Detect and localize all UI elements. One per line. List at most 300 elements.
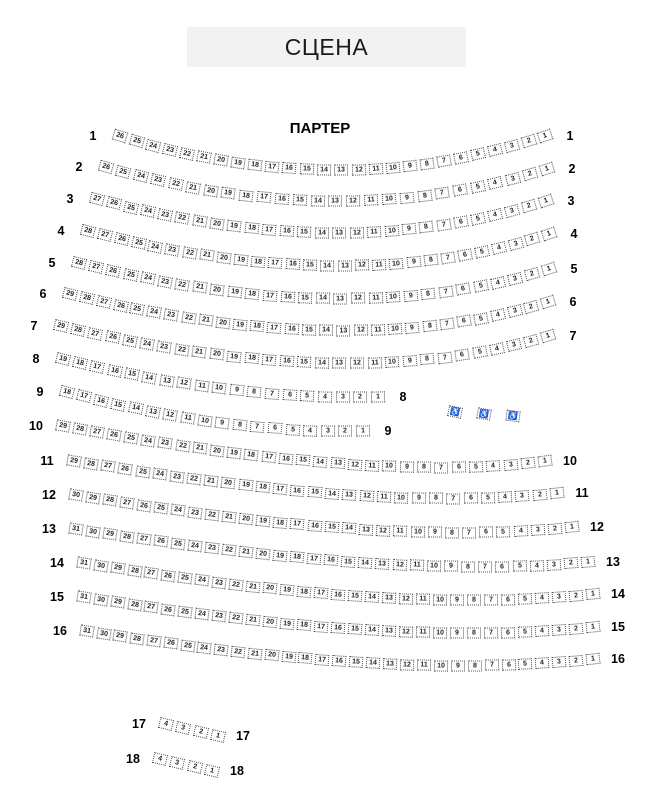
seat[interactable]: 6	[455, 283, 471, 296]
seat[interactable]: 28	[83, 457, 99, 470]
seat[interactable]: 8	[467, 595, 481, 606]
seat[interactable]: 12	[400, 659, 414, 670]
seat[interactable]: 23	[158, 437, 174, 450]
seat[interactable]: 3	[507, 271, 523, 285]
seat[interactable]: 4	[487, 176, 503, 190]
seat[interactable]: 2	[521, 199, 538, 213]
seat[interactable]: 27	[89, 192, 105, 206]
seat[interactable]: 6	[453, 216, 469, 229]
seat[interactable]: 18	[298, 652, 313, 664]
seat[interactable]: 18	[250, 320, 265, 332]
seat[interactable]: 3	[504, 139, 520, 153]
seat[interactable]: 15	[302, 324, 316, 336]
seat[interactable]: 28	[119, 530, 134, 543]
seat[interactable]: 23	[187, 506, 202, 519]
seat[interactable]: 28	[80, 224, 96, 238]
seat[interactable]: 6	[454, 349, 469, 362]
seat[interactable]: 8	[419, 221, 434, 234]
wheelchair-seat[interactable]: ♿	[476, 407, 492, 420]
seat[interactable]: 20	[239, 513, 254, 526]
seat[interactable]: 29	[102, 528, 117, 541]
seat[interactable]: 13	[333, 293, 347, 304]
seat[interactable]: 28	[72, 422, 88, 435]
seat[interactable]: 19	[227, 220, 242, 233]
seat[interactable]: 28	[127, 564, 142, 577]
seat[interactable]: 13	[328, 195, 342, 206]
seat[interactable]: 16	[332, 655, 347, 667]
seat[interactable]: 20	[255, 548, 270, 560]
seat[interactable]: 12	[177, 377, 193, 390]
seat[interactable]: 8	[423, 254, 438, 267]
seat[interactable]: 31	[68, 522, 84, 535]
seat[interactable]: 27	[144, 601, 159, 614]
seat[interactable]: 10	[410, 526, 424, 537]
seat[interactable]: 19	[272, 549, 287, 561]
seat[interactable]: 24	[194, 574, 209, 587]
seat[interactable]: 11	[364, 194, 379, 206]
seat[interactable]: 7	[437, 351, 452, 364]
seat[interactable]: 16	[282, 162, 297, 174]
seat[interactable]: 4	[490, 276, 506, 290]
seat[interactable]: 2	[523, 334, 539, 348]
seat[interactable]: 4	[152, 752, 168, 766]
seat[interactable]: 5	[472, 346, 488, 359]
seat[interactable]: 20	[216, 252, 231, 265]
seat[interactable]: 3	[552, 624, 567, 636]
seat[interactable]: 30	[93, 593, 109, 606]
seat[interactable]: 2	[520, 134, 537, 149]
seat[interactable]: 25	[123, 431, 139, 444]
seat[interactable]: 22	[181, 311, 197, 324]
seat[interactable]: 24	[197, 641, 212, 654]
seat[interactable]: 16	[279, 225, 294, 237]
seat[interactable]: 6	[501, 659, 515, 670]
seat[interactable]: 16	[278, 453, 293, 465]
seat[interactable]: 5	[470, 180, 486, 194]
seat[interactable]: 26	[105, 264, 121, 278]
seat[interactable]: 10	[386, 291, 401, 303]
seat[interactable]: 11	[417, 660, 431, 671]
seat[interactable]: 27	[144, 567, 159, 580]
seat[interactable]: 6	[501, 627, 515, 638]
seat[interactable]: 30	[68, 488, 84, 501]
seat[interactable]: 5	[285, 424, 300, 436]
seat[interactable]: 9	[411, 492, 425, 503]
seat[interactable]: 21	[245, 614, 260, 626]
seat[interactable]: 2	[547, 523, 562, 535]
seat[interactable]: 26	[106, 196, 122, 210]
seat[interactable]: 19	[230, 156, 245, 169]
seat[interactable]: 10	[427, 560, 441, 571]
seat[interactable]: 18	[239, 189, 254, 202]
seat[interactable]: 25	[123, 201, 139, 215]
seat[interactable]: 6	[452, 184, 468, 197]
seat[interactable]: 22	[204, 509, 219, 522]
seat[interactable]: 19	[233, 254, 248, 267]
seat[interactable]: 9	[428, 527, 442, 538]
seat[interactable]: 23	[157, 208, 173, 222]
seat[interactable]: 30	[96, 627, 112, 640]
seat[interactable]: 17	[89, 360, 105, 374]
seat[interactable]: 14	[313, 456, 328, 468]
seat[interactable]: 29	[55, 419, 71, 432]
seat[interactable]: 16	[330, 622, 345, 634]
seat[interactable]: 24	[187, 540, 202, 553]
seat[interactable]: 14	[364, 624, 379, 636]
seat[interactable]: 25	[170, 537, 185, 550]
seat[interactable]: 14	[128, 401, 144, 415]
seat[interactable]: 5	[470, 148, 486, 162]
seat[interactable]: 24	[152, 468, 167, 481]
seat[interactable]: 1	[371, 391, 385, 402]
seat[interactable]: 15	[324, 521, 339, 533]
seat[interactable]: 9	[402, 355, 417, 367]
seat[interactable]: 10	[382, 193, 397, 205]
seat[interactable]: 28	[71, 256, 87, 270]
seat[interactable]: 16	[290, 484, 305, 496]
seat[interactable]: 28	[130, 632, 145, 645]
seat[interactable]: 15	[299, 164, 313, 176]
seat[interactable]: 23	[165, 243, 181, 256]
seat[interactable]: 1	[537, 455, 552, 468]
seat[interactable]: 2	[524, 232, 541, 247]
seat[interactable]: 20	[221, 477, 236, 490]
seat[interactable]: 5	[300, 390, 315, 402]
seat[interactable]: 2	[532, 489, 547, 501]
seat[interactable]: 7	[462, 527, 476, 538]
seat[interactable]: 23	[169, 470, 184, 483]
seat[interactable]: 4	[498, 491, 513, 503]
seat[interactable]: 17	[268, 257, 283, 269]
seat[interactable]: 13	[342, 489, 357, 501]
seat[interactable]: 7	[265, 388, 280, 400]
seat[interactable]: 2	[338, 426, 352, 437]
seat[interactable]: 15	[349, 656, 364, 668]
seat[interactable]: 18	[247, 159, 262, 172]
seat[interactable]: 13	[330, 457, 345, 469]
seat[interactable]: 10	[382, 461, 396, 473]
seat[interactable]: 7	[484, 627, 498, 638]
seat[interactable]: 17	[262, 224, 277, 236]
seat[interactable]: 13	[375, 558, 390, 570]
seat[interactable]: 2	[569, 655, 584, 667]
seat[interactable]: 18	[296, 619, 311, 631]
seat[interactable]: 13	[381, 592, 396, 604]
seat[interactable]: 20	[215, 316, 230, 329]
seat[interactable]: 17	[315, 654, 330, 666]
seat[interactable]: 18	[244, 222, 259, 234]
seat[interactable]: 1	[539, 162, 556, 177]
seat[interactable]: 8	[461, 561, 475, 572]
wheelchair-seat[interactable]: ♿	[447, 405, 463, 419]
seat[interactable]: 11	[368, 292, 382, 304]
seat[interactable]: 3	[552, 656, 567, 668]
seat[interactable]: 12	[351, 293, 365, 304]
seat[interactable]: 25	[177, 572, 192, 585]
seat[interactable]: 16	[280, 291, 295, 303]
seat[interactable]: 7	[439, 318, 454, 331]
seat[interactable]: 16	[107, 364, 123, 378]
seat[interactable]: 18	[244, 449, 259, 462]
seat[interactable]: 7	[436, 219, 452, 232]
seat[interactable]: 11	[367, 226, 382, 238]
seat[interactable]: 3	[503, 459, 518, 471]
seat[interactable]: 21	[185, 181, 201, 194]
seat[interactable]: 4	[318, 391, 332, 402]
seat[interactable]: 8	[420, 353, 435, 365]
seat[interactable]: 18	[245, 288, 260, 300]
seat[interactable]: 21	[192, 215, 208, 228]
seat[interactable]: 29	[62, 287, 78, 301]
seat[interactable]: 3	[336, 391, 350, 402]
seat[interactable]: 14	[366, 657, 381, 669]
seat[interactable]: 27	[146, 635, 161, 648]
seat[interactable]: 7	[437, 154, 453, 167]
seat[interactable]: 24	[147, 306, 163, 319]
seat[interactable]: 2	[564, 557, 579, 569]
seat[interactable]: 31	[76, 556, 92, 569]
seat[interactable]: 16	[285, 259, 300, 271]
seat[interactable]: 24	[139, 337, 155, 350]
seat[interactable]: 12	[392, 559, 407, 571]
seat[interactable]: 25	[153, 502, 168, 515]
seat[interactable]: 25	[177, 606, 192, 619]
seat[interactable]: 24	[145, 138, 161, 152]
seat[interactable]: 21	[204, 475, 219, 488]
seat[interactable]: 26	[136, 499, 151, 512]
seat[interactable]: 24	[194, 608, 209, 621]
seat[interactable]: 1	[585, 588, 600, 600]
seat[interactable]: 5	[496, 526, 510, 537]
seat[interactable]: 1	[549, 487, 564, 500]
seat[interactable]: 24	[170, 504, 185, 517]
seat[interactable]: 10	[434, 660, 448, 671]
seat[interactable]: 2	[569, 590, 584, 602]
seat[interactable]: 24	[141, 434, 157, 447]
seat[interactable]: 27	[87, 327, 103, 341]
seat[interactable]: 11	[180, 411, 196, 424]
seat[interactable]: 24	[132, 169, 148, 183]
seat[interactable]: 25	[135, 465, 150, 478]
seat[interactable]: 3	[508, 237, 524, 251]
seat[interactable]: 4	[486, 460, 501, 472]
seat[interactable]: 14	[316, 293, 330, 304]
seat[interactable]: 8	[247, 386, 262, 398]
seat[interactable]: 31	[79, 624, 95, 637]
seat[interactable]: 14	[317, 164, 331, 175]
seat[interactable]: 24	[140, 205, 156, 219]
seat[interactable]: 9	[450, 628, 464, 639]
seat[interactable]: 16	[93, 394, 109, 408]
seat[interactable]: 11	[416, 627, 430, 638]
seat[interactable]: 17	[256, 191, 271, 203]
seat[interactable]: 4	[529, 560, 543, 572]
seat[interactable]: 21	[192, 442, 207, 455]
seat[interactable]: 4	[487, 208, 503, 222]
wheelchair-seat[interactable]: ♿	[505, 410, 520, 423]
seat[interactable]: 15	[347, 590, 362, 602]
seat[interactable]: 15	[297, 356, 312, 368]
seat[interactable]: 12	[350, 358, 364, 369]
seat[interactable]: 22	[182, 246, 198, 259]
seat[interactable]: 23	[214, 643, 229, 656]
seat[interactable]: 10	[433, 594, 447, 605]
seat[interactable]: 16	[330, 589, 345, 601]
seat[interactable]: 13	[359, 524, 374, 536]
seat[interactable]: 20	[262, 582, 277, 594]
seat[interactable]: 11	[367, 357, 381, 368]
seat[interactable]: 8	[421, 288, 436, 300]
seat[interactable]: 9	[400, 461, 414, 472]
seat[interactable]: 11	[416, 594, 430, 605]
seat[interactable]: 20	[262, 616, 277, 628]
seat[interactable]: 11	[365, 460, 380, 472]
seat[interactable]: 3	[506, 338, 522, 352]
seat[interactable]: 17	[307, 553, 322, 565]
seat[interactable]: 8	[429, 493, 443, 504]
seat[interactable]: 15	[341, 556, 356, 568]
seat[interactable]: 5	[518, 658, 533, 670]
seat[interactable]: 29	[53, 319, 69, 333]
seat[interactable]: 9	[402, 223, 417, 235]
seat[interactable]: 26	[118, 463, 133, 476]
seat[interactable]: 15	[295, 454, 310, 466]
seat[interactable]: 27	[119, 497, 134, 510]
seat[interactable]: 17	[267, 322, 282, 334]
seat[interactable]: 18	[290, 551, 305, 563]
seat[interactable]: 4	[513, 525, 528, 537]
seat[interactable]: 2	[569, 623, 584, 635]
seat[interactable]: 25	[180, 639, 195, 652]
seat[interactable]: 3	[546, 559, 561, 571]
seat[interactable]: 23	[157, 340, 173, 353]
seat[interactable]: 19	[279, 584, 294, 596]
seat[interactable]: 29	[110, 596, 126, 609]
seat[interactable]: 6	[501, 594, 515, 605]
seat[interactable]: 11	[368, 163, 383, 175]
seat[interactable]: 20	[209, 218, 224, 231]
seat[interactable]: 12	[346, 195, 360, 206]
seat[interactable]: 28	[127, 598, 142, 611]
seat[interactable]: 17	[290, 518, 305, 530]
seat[interactable]: 14	[358, 557, 373, 569]
seat[interactable]: 12	[355, 260, 369, 271]
seat[interactable]: 27	[97, 228, 113, 242]
seat[interactable]: 3	[504, 204, 520, 218]
seat[interactable]: 23	[150, 173, 166, 187]
seat[interactable]: 14	[325, 487, 340, 499]
seat[interactable]: 1	[541, 262, 558, 277]
seat[interactable]: 4	[535, 592, 550, 604]
seat[interactable]: 3	[515, 490, 530, 502]
seat[interactable]: 18	[251, 256, 266, 268]
seat[interactable]: 6	[457, 248, 473, 261]
seat[interactable]: 20	[264, 649, 279, 661]
seat[interactable]: 9	[451, 660, 465, 671]
seat[interactable]: 21	[196, 150, 212, 163]
seat[interactable]: 16	[284, 323, 299, 335]
seat[interactable]: 22	[186, 472, 201, 485]
seat[interactable]: 1	[356, 425, 370, 436]
seat[interactable]: 21	[192, 346, 207, 359]
seat[interactable]: 22	[228, 612, 243, 625]
seat[interactable]: 1	[581, 556, 596, 568]
seat[interactable]: 10	[197, 414, 212, 427]
seat[interactable]: 14	[142, 371, 158, 384]
seat[interactable]: 13	[332, 358, 346, 369]
seat[interactable]: 7	[440, 251, 455, 264]
seat[interactable]: 13	[332, 227, 346, 238]
seat[interactable]: 16	[324, 554, 339, 566]
seat[interactable]: 14	[314, 227, 328, 238]
seat[interactable]: 8	[420, 157, 435, 170]
seat[interactable]: 17	[76, 389, 92, 403]
seat[interactable]: 15	[124, 367, 140, 380]
seat[interactable]: 20	[203, 184, 219, 197]
seat[interactable]: 7	[478, 561, 492, 572]
seat[interactable]: 6	[456, 315, 472, 328]
seat[interactable]: 29	[66, 454, 82, 467]
seat[interactable]: 18	[255, 481, 270, 493]
seat[interactable]: 8	[467, 628, 481, 639]
seat[interactable]: 31	[76, 590, 92, 603]
seat[interactable]: 26	[114, 232, 130, 246]
seat[interactable]: 4	[158, 717, 174, 731]
seat[interactable]: 1	[540, 329, 557, 344]
seat[interactable]: 5	[481, 492, 495, 503]
seat[interactable]: 14	[320, 260, 334, 271]
seat[interactable]: 24	[148, 240, 164, 254]
seat[interactable]: 3	[530, 524, 545, 536]
seat[interactable]: 22	[174, 212, 190, 225]
seat[interactable]: 19	[226, 446, 241, 459]
seat[interactable]: 3	[504, 172, 520, 186]
seat[interactable]: 10	[386, 161, 401, 173]
seat[interactable]: 9	[405, 322, 420, 334]
seat[interactable]: 23	[204, 542, 219, 555]
seat[interactable]: 1	[538, 194, 555, 209]
seat[interactable]: 4	[487, 143, 503, 157]
seat[interactable]: 26	[163, 637, 178, 650]
seat[interactable]: 21	[199, 249, 214, 262]
seat[interactable]: 11	[372, 259, 387, 271]
seat[interactable]: 3	[169, 756, 185, 770]
seat[interactable]: 10	[394, 492, 408, 504]
seat[interactable]: 7	[446, 493, 460, 504]
seat[interactable]: 12	[347, 459, 362, 471]
seat[interactable]: 26	[113, 299, 129, 313]
seat[interactable]: 15	[303, 259, 317, 271]
seat[interactable]: 10	[433, 627, 447, 638]
seat[interactable]: 29	[113, 630, 128, 643]
seat[interactable]: 17	[261, 451, 276, 463]
seat[interactable]: 13	[145, 405, 161, 418]
seat[interactable]: 19	[227, 350, 242, 362]
seat[interactable]: 2	[193, 725, 209, 739]
seat[interactable]: 12	[354, 325, 368, 336]
seat[interactable]: 1	[204, 764, 220, 778]
seat[interactable]: 17	[313, 621, 328, 633]
seat[interactable]: 2	[187, 760, 203, 774]
seat[interactable]: 27	[89, 425, 105, 438]
seat[interactable]: 3	[507, 304, 523, 318]
seat[interactable]: 18	[296, 586, 311, 598]
seat[interactable]: 6	[282, 389, 297, 401]
seat[interactable]: 14	[341, 522, 356, 534]
seat[interactable]: 17	[273, 483, 288, 495]
seat[interactable]: 19	[221, 187, 236, 200]
seat[interactable]: 22	[230, 645, 245, 657]
